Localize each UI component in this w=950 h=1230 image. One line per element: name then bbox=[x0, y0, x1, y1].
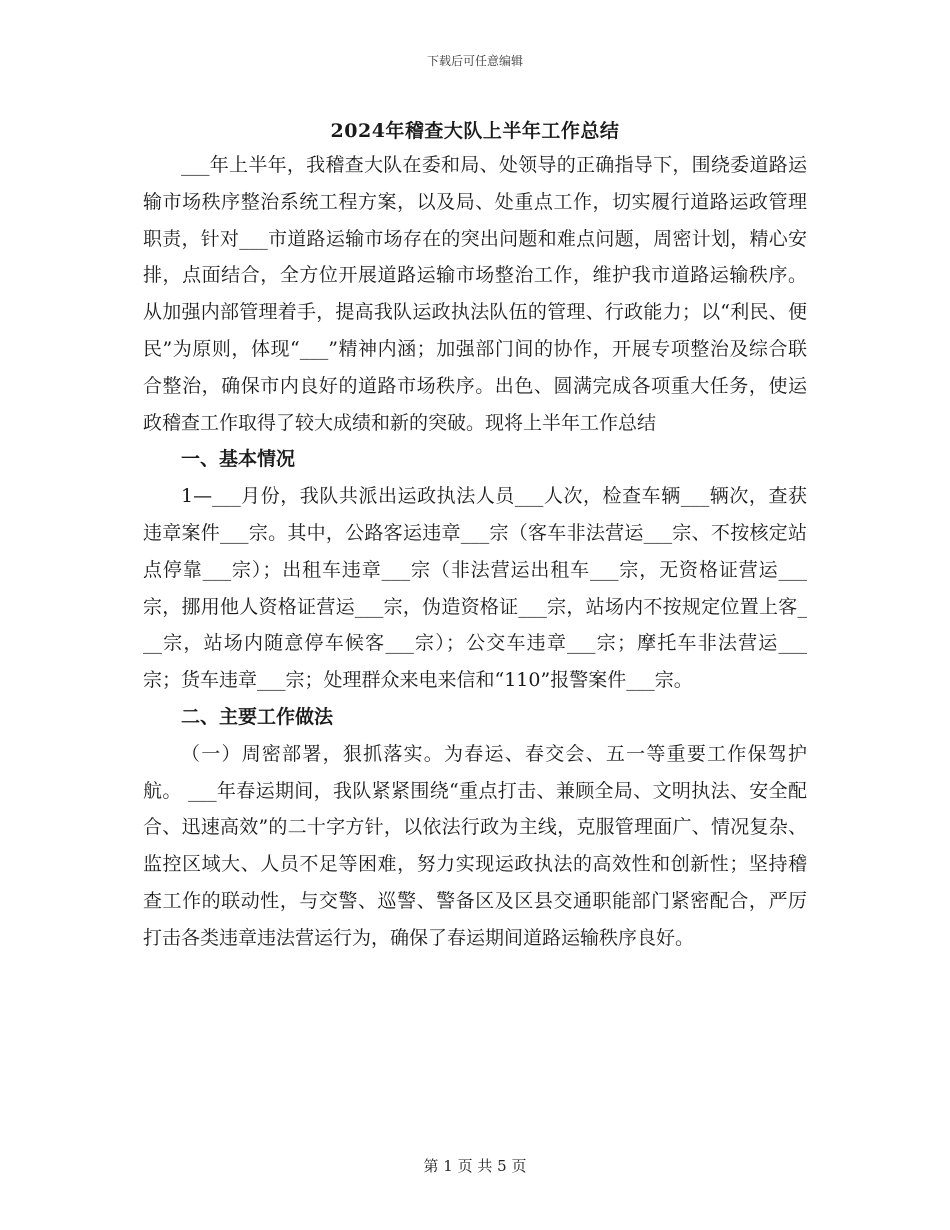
intro-paragraph: ___年上半年，我稽查大队在委和局、处领导的正确指导下，围绕委道路运输市场秩序整治系统工程方案，以及局、处重点工作，切实履行道路运政管理职责，针对___市道路运输市场存在的突出问题和难点问题，周密计划，精心安排，点面结合，全方位开展道路运输市场整治工作，维护我市道路运输秩序。从加强内部管理着手，提高我队运政执法队伍的管理、行政能力；以“利民、便民”为原则，体现“___”精神内涵；加强部门间的协作，开展专项整治及综合联合整治，确保市内良好的道路市场秩序。出色、圆满完成各项重大任务，使运政稽查工作取得了较大成绩和新的突破。现将上半年工作总结 bbox=[143, 154, 807, 434]
main-work-paragraph: （一）周密部署，狠抓落实。为春运、春交会、五一等重要工作保驾护航。 ___年春运期间，我队紧紧围绕“重点打击、兼顾全局、文明执法、安全配合、迅速高效”的二十字方针，以依法行政为主线，克服管理面广、情况复杂、监控区域大、人员不足等困难，努力实现运政执法的高效性和创新性；坚持稽查工作的联动性，与交警、巡警、警备区及区县交通职能部门紧密配合，严厉打击各类违章违法营运行为，确保了春运期间道路运输秩序良好。 bbox=[143, 742, 807, 949]
section-heading-basic-situation: 一、基本情况 bbox=[181, 448, 296, 471]
section-heading-main-work: 二、主要工作做法 bbox=[181, 705, 334, 728]
basic-situation-paragraph: 1—___月份，我队共派出运政执法人员___人次，检查车辆___辆次，查获违章案件___宗。其中，公路客运违章___宗（客车非法营运___宗、不按核定站点停靠___宗）；出租车违章___宗（非法营运出租车___宗，无资格证营运___宗，挪用他人资格证营运___宗，伪造资格证___宗，站场内不按规定位置上客___宗，站场内随意停车候客___宗）；公交车违章___宗；摩托车非法营运___宗；货车违章___宗；处理群众来电来信和“110”报警案件___宗。 bbox=[143, 485, 807, 692]
document-title: 2024年稽查大队上半年工作总结 bbox=[330, 120, 620, 142]
document-body bbox=[143, 147, 807, 957]
page-number: 第 1 页 共 5 页 bbox=[423, 1157, 527, 1175]
page-header: 下载后可任意编辑 bbox=[426, 54, 523, 68]
